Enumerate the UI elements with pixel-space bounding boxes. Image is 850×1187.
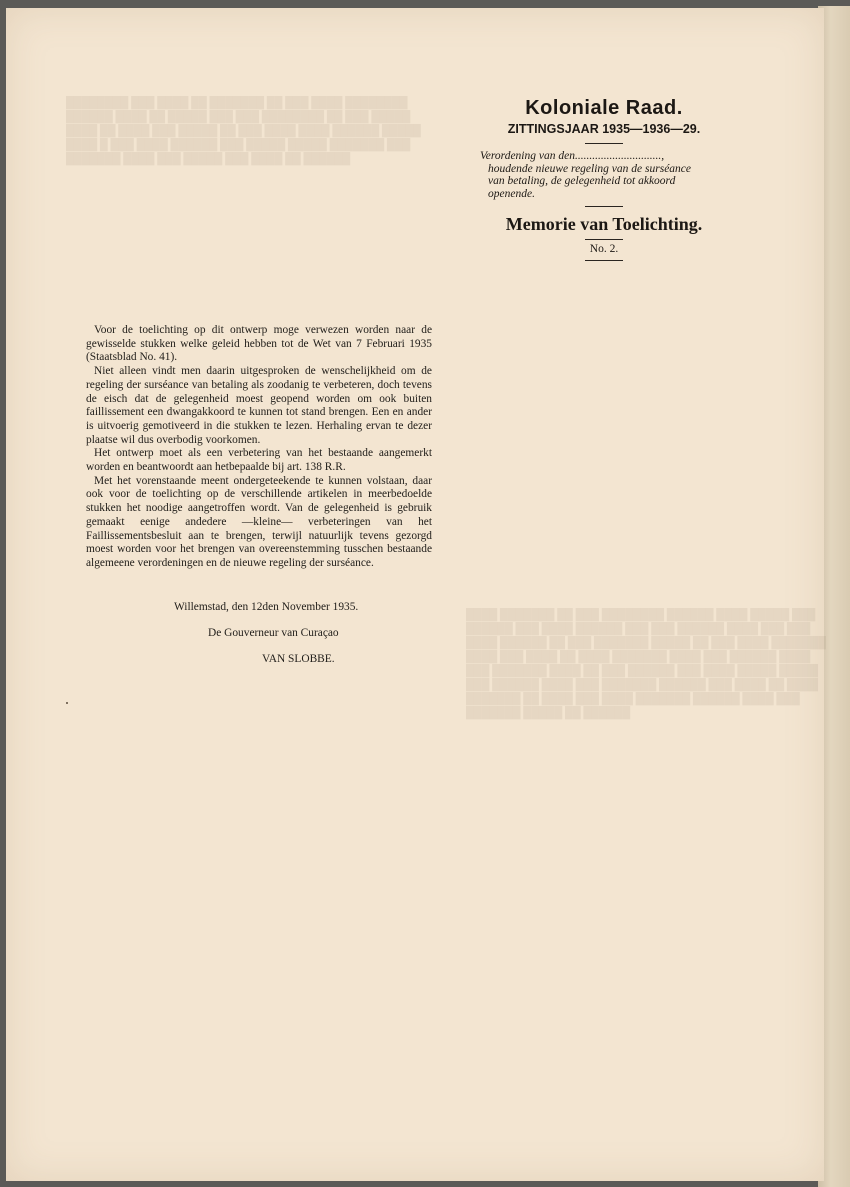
ordinance-line: Verordening van den..............................,	[480, 150, 665, 162]
bleed-through-text-right: ████ ███████ ██ ███ ████████ ██████ ████ █████ ███ ██████ ███ ████ ██████ ███ ███ ██████ ████ ███ ███ ████ ██████ ██ ███ ███████ █████ ██ ███ ████ ███████ ████ ███ ████ ██ ████ ███████ ████ ███ ██████ ████ ███ ███████ ████ ██ ███ ██████ ███ ████ █████ █████ ███ ██████ ████ ███ ███████ ██████ ███ ████ ██ ████ ███████ ██ ████ ███ ████ ███████ ██████ ████ ███ ███████ █████ ██ ██████	[466, 609, 826, 719]
session-year: ZITTINGSJAAR 1935—1936—29.	[507, 122, 701, 136]
ordinance-line: van betaling, de gelegenheid tot akkoord	[488, 175, 676, 187]
divider	[585, 143, 623, 144]
paragraph: Niet alleen vindt men daarin uitgesproken de wenschelijkheid om de regeling der surséance van betaling als zoodanig te verbeteren, doch tevens de eisch dat de gelegenheid moest geopend worden om ook buiten faillissement een dwangakkoord te kunnen tot stand brengen. Een en ander is uitvoerig gemotiveerd in die stukken te lezen. Herhaling ervan te dezer plaatse wil dus overbodig voorkomen.	[86, 365, 432, 446]
document-number: No. 2.	[589, 243, 619, 255]
paragraph: Voor de toelichting op dit ontwerp moge verwezen worden naar de gewisselde stukken welke geleid hebben tot de Wet van 7 Februari 1935 (Staatsblad No. 41).	[86, 324, 432, 364]
ordinance-line: houdende nieuwe regeling van de surséance	[488, 162, 692, 175]
bleed-through-text-top: ████████ ███ ████ ██ ███████ ██ ███ ████ ████████ ██████ ████ ██ █████ ███ ███ ████████ ██ ███ █████ ████ ██ ████ ███ █████ ██ ███ ████ ████ ██████ █████ ████ █ ███ ████ ██████ ███ █████ █████ ███████ ███ ███████ ████ ███ █████ ███ ████ ██ ██████	[66, 97, 421, 165]
paragraph: Het ontwerp moet als een verbetering van het bestaande aangemerkt worden en beantwoordt aan hetbepaalde bij art. 138 R.R.	[86, 447, 432, 474]
divider	[585, 260, 623, 261]
governor-title: De Gouverneur van Curaçao	[208, 627, 339, 639]
explanatory-text	[86, 324, 432, 571]
ordinance-line: openende.	[488, 187, 535, 200]
divider	[585, 206, 623, 207]
paragraph: Met het vorenstaande meent ondergeteekende te kunnen volstaan, daar ook voor de toelichting op de verschillende artikelen in meerbedoelde stukken het noodige aangetroffen wordt. Van de gelegenheid is gebruik gemaakt eenige andedere —kleine— verbeteringen van het Faillissementsbesluit aan te brengen, terwijl natuurlijk tevens gezorgd moest worden voor het brengen van overeenstemming tusschen bestaande algemeene verordeningen en de nieuwe regeling der surséance.	[86, 474, 432, 569]
divider	[585, 239, 623, 240]
ordinance-description	[476, 150, 732, 200]
council-title: Koloniale Raad.	[525, 97, 683, 119]
document-page	[6, 8, 824, 1181]
signatory-name: VAN SLOBBE.	[262, 653, 335, 665]
memo-title: Memorie van Toelichting.	[505, 214, 703, 234]
place-date: Willemstad, den 12den November 1935.	[174, 601, 359, 613]
paper-speck	[66, 702, 68, 704]
document-header	[476, 96, 732, 267]
